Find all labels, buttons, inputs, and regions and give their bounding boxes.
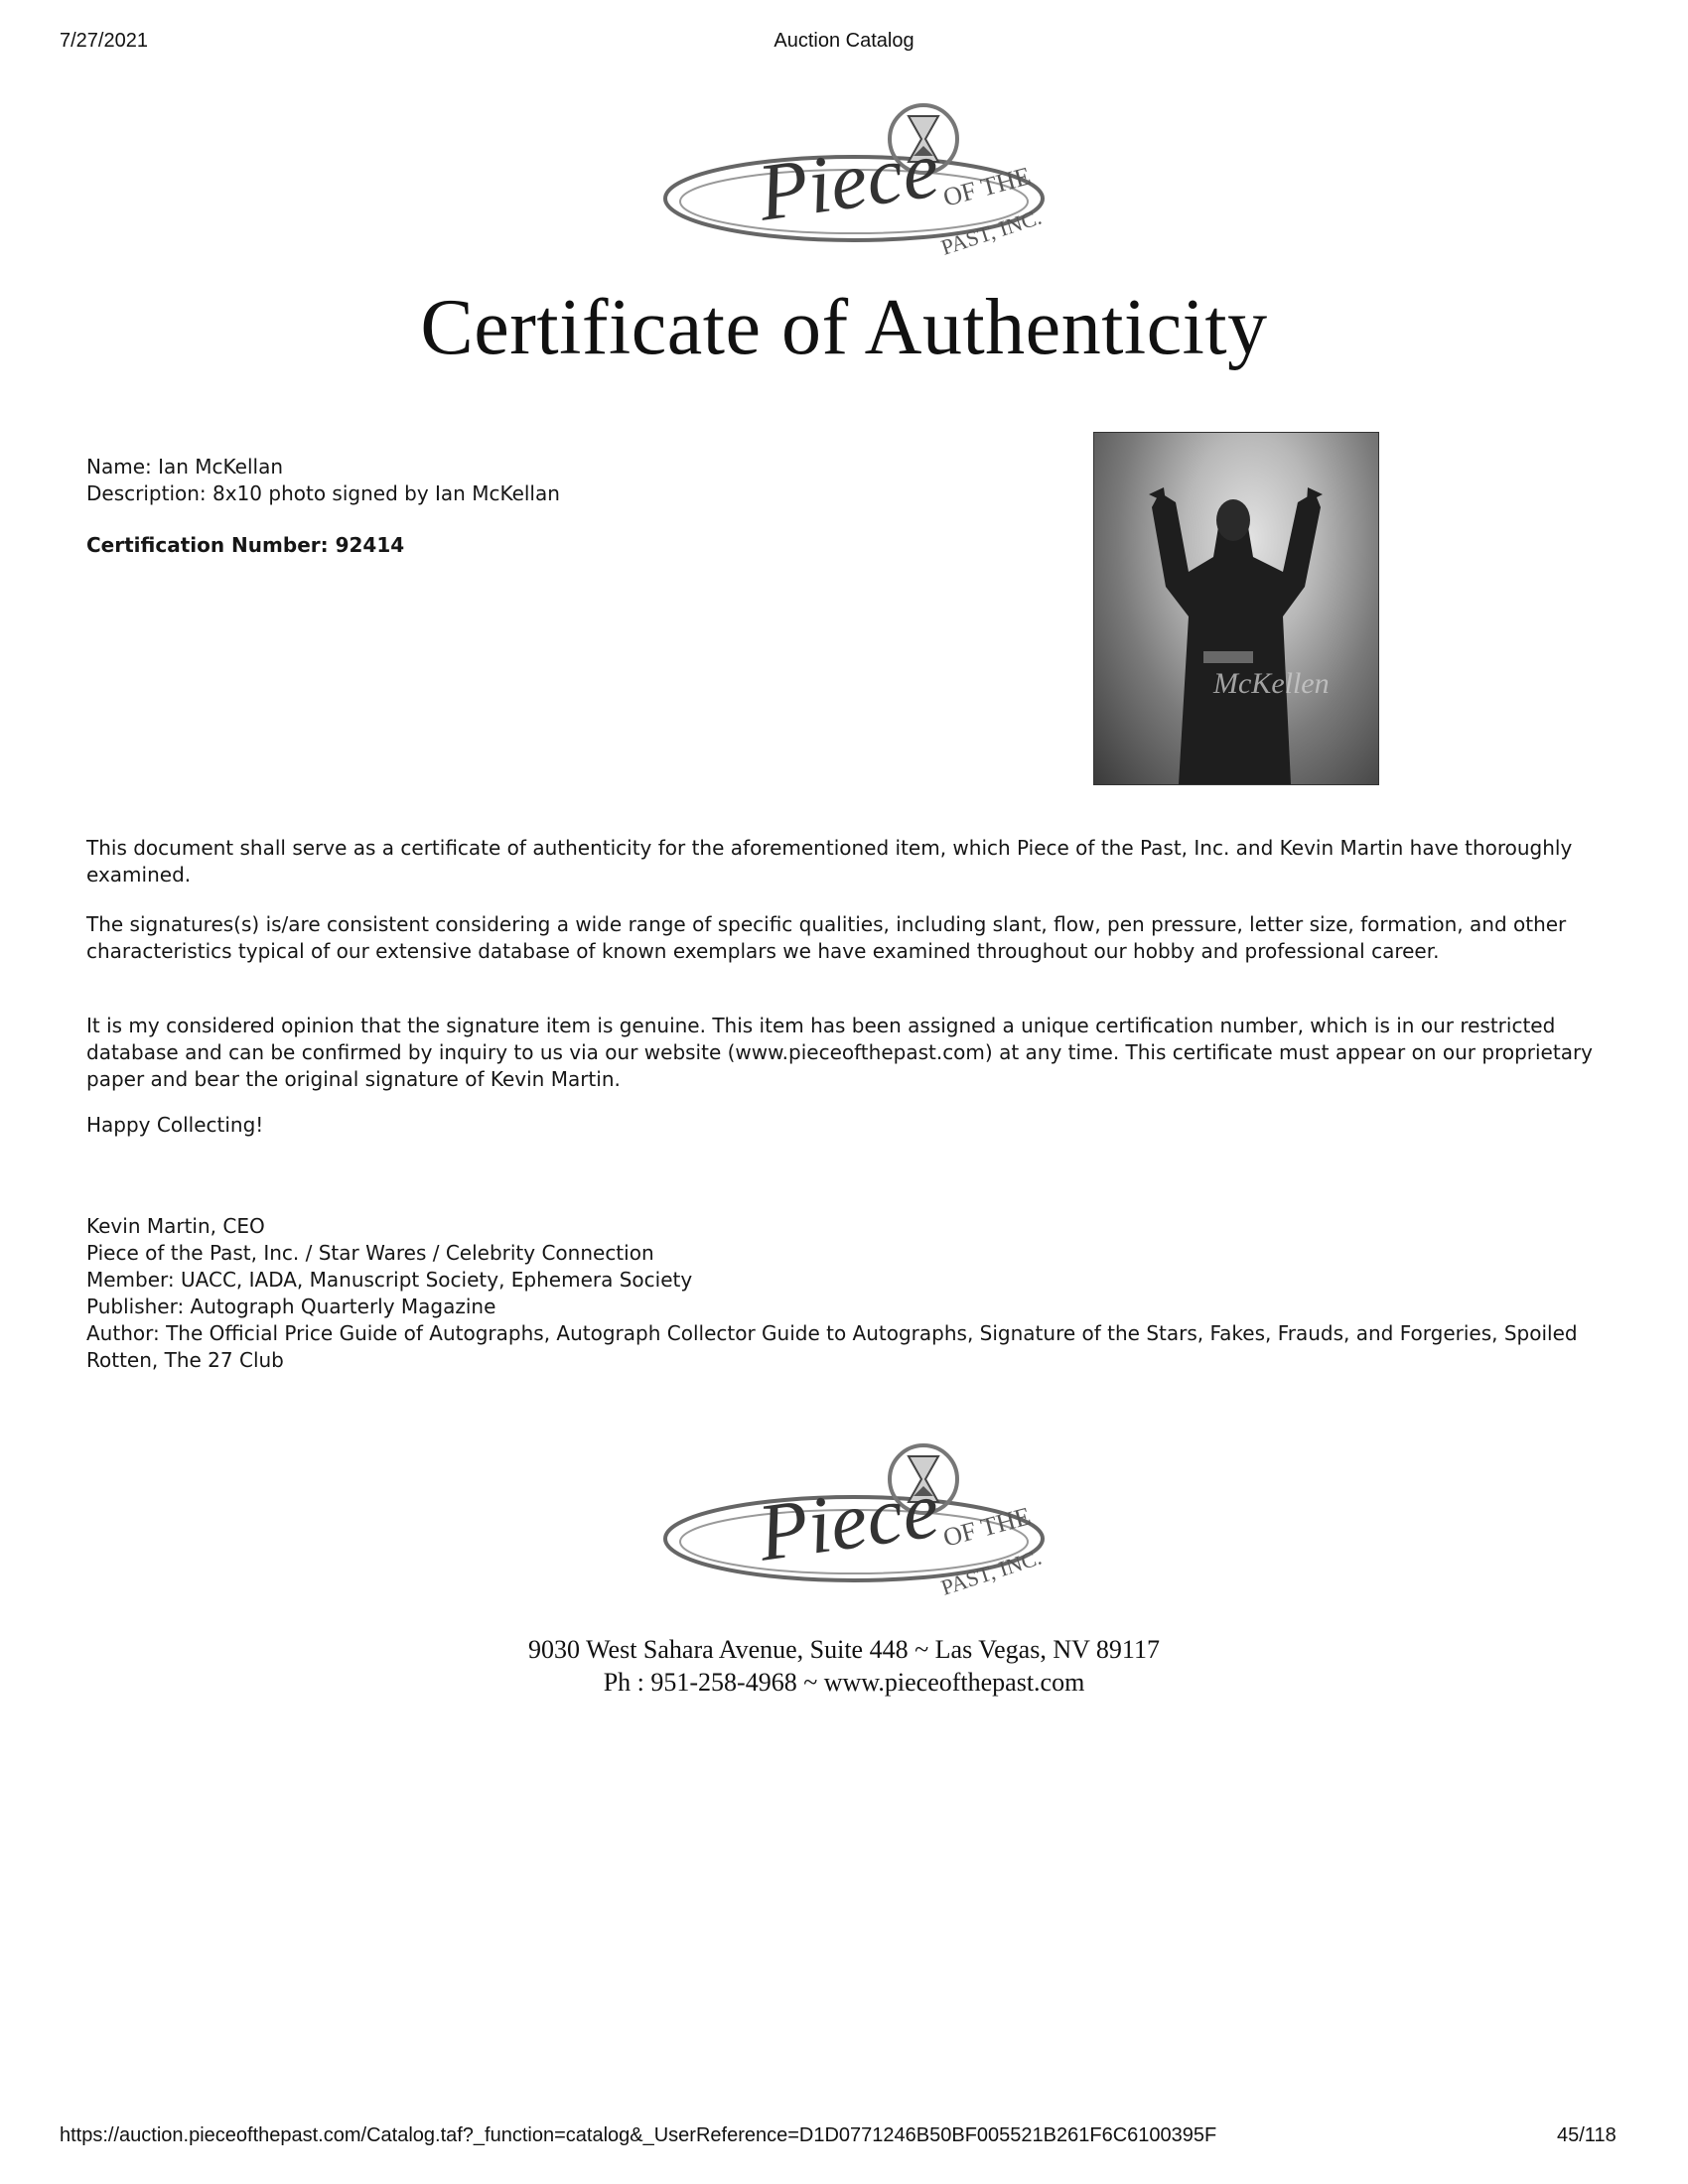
certificate-heading: Certificate of Authenticity bbox=[420, 284, 1268, 371]
logo-script-text: Piece bbox=[752, 1463, 944, 1578]
logo-past-text: PAST, INC. bbox=[937, 204, 1045, 260]
company-address bbox=[0, 1633, 1688, 1699]
signer-publisher: Publisher: Autograph Quarterly Magazine bbox=[86, 1295, 496, 1318]
company-logo-bottom bbox=[645, 1434, 1062, 1603]
hourglass-logo-icon bbox=[645, 1434, 1062, 1603]
photo-signature: McKellen bbox=[1213, 667, 1330, 700]
print-footer-url: https://auction.pieceofthepast.com/Catalog.taf?_function=catalog&_UserReference=D1D0771246B50BF005521B261F6C6100395F bbox=[60, 2124, 1217, 2146]
certification-number: Certification Number: 92414 bbox=[86, 533, 405, 557]
logo-past-text: PAST, INC. bbox=[937, 1544, 1045, 1600]
item-name: Name: Ian McKellan bbox=[86, 455, 284, 478]
print-page-number: 45/118 bbox=[1557, 2124, 1617, 2146]
signer-name: Kevin Martin, CEO bbox=[86, 1214, 265, 1238]
paragraph-consistency: The signatures(s) is/are consistent considering a wide range of specific qualities, including slant, flow, pen pressure, letter size, formation, and other characteristics typical of our extensive database of known exemplars we have examined throughout our hobby and professional career. bbox=[86, 912, 1567, 963]
logo-of-the-text: OF THE bbox=[939, 1501, 1035, 1553]
logo-of-the-text: OF THE bbox=[939, 161, 1035, 212]
print-date: 7/27/2021 bbox=[60, 30, 148, 52]
signer-company: Piece of the Past, Inc. / Star Wares / Celebrity Connection bbox=[86, 1241, 654, 1265]
silhouette-figure-icon bbox=[1094, 433, 1378, 784]
closing-line: Happy Collecting! bbox=[86, 1113, 264, 1137]
signer-memberships: Member: UACC, IADA, Manuscript Society, Ephemera Society bbox=[86, 1268, 693, 1292]
paragraph-examination: This document shall serve as a certificate of authenticity for the aforementioned item, which Piece of the Past, Inc. and Kevin Martin have thoroughly examined. bbox=[86, 836, 1573, 887]
signer-author: Author: The Official Price Guide of Autographs, Autograph Collector Guide to Autographs, Signature of the Stars, Fakes, Frauds, and Forgeries, Spoiled Rotten, The 27 Club bbox=[86, 1321, 1578, 1372]
print-header-title: Auction Catalog bbox=[774, 30, 914, 52]
hourglass-logo-icon bbox=[645, 94, 1062, 263]
signer-block bbox=[86, 1213, 1616, 1374]
paragraph-opinion: It is my considered opinion that the signature item is genuine. This item has been assigned a unique certification number, which is in our restricted database and can be confirmed by inquiry to us via our website (www.pieceofthepast.com) at any time. This certificate must appear on our proprietary paper and bear the original signature of Kevin Martin. bbox=[86, 1014, 1594, 1091]
address-line: 9030 West Sahara Avenue, Suite 448 ~ Las Vegas, NV 89117 bbox=[528, 1635, 1160, 1664]
contact-line: Ph : 951-258-4968 ~ www.pieceofthepast.com bbox=[603, 1668, 1085, 1697]
company-logo-top bbox=[645, 94, 1062, 263]
item-description: Description: 8x10 photo signed by Ian McKellan bbox=[86, 481, 560, 505]
logo-script-text: Piece bbox=[752, 123, 944, 238]
signed-photo bbox=[1093, 432, 1379, 785]
